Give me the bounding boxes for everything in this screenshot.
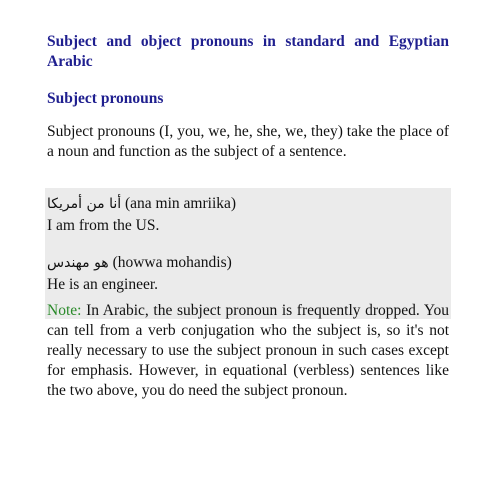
example-2-translation: He is an engineer.	[47, 276, 159, 293]
intro-paragraph: Subject pronouns (I, you, we, he, she, we, they) take the place of a noun and function as the subject of a sentence.	[47, 123, 449, 160]
example-2-source	[47, 253, 232, 273]
note-paragraph	[47, 301, 449, 401]
note-label: Note:	[47, 302, 82, 319]
example-1-translation: I am from the US.	[47, 217, 160, 234]
section-heading: Subject pronouns	[47, 90, 164, 107]
example-1-source	[47, 194, 236, 214]
document-page	[47, 32, 449, 399]
document-title: Subject and object pronouns in standard and Egyptian Arabic	[47, 33, 449, 70]
example-2-transliteration: (howwa mohandis)	[112, 254, 232, 271]
example-1-transliteration: (ana min amriika)	[125, 195, 237, 212]
examples-box	[45, 188, 451, 319]
note-text: In Arabic, the subject pronoun is frequently dropped. You can tell from a verb conjugation who the subject is, so it's not really necessary to use the subject pronoun in such cases except for emphasis. However, in equational (verbless) sentences like the two above, you do need the subject pronoun.	[47, 302, 449, 399]
example-1-arabic: أنا من أمريكا	[47, 196, 122, 212]
example-2-arabic: هو مهندس	[47, 255, 109, 271]
